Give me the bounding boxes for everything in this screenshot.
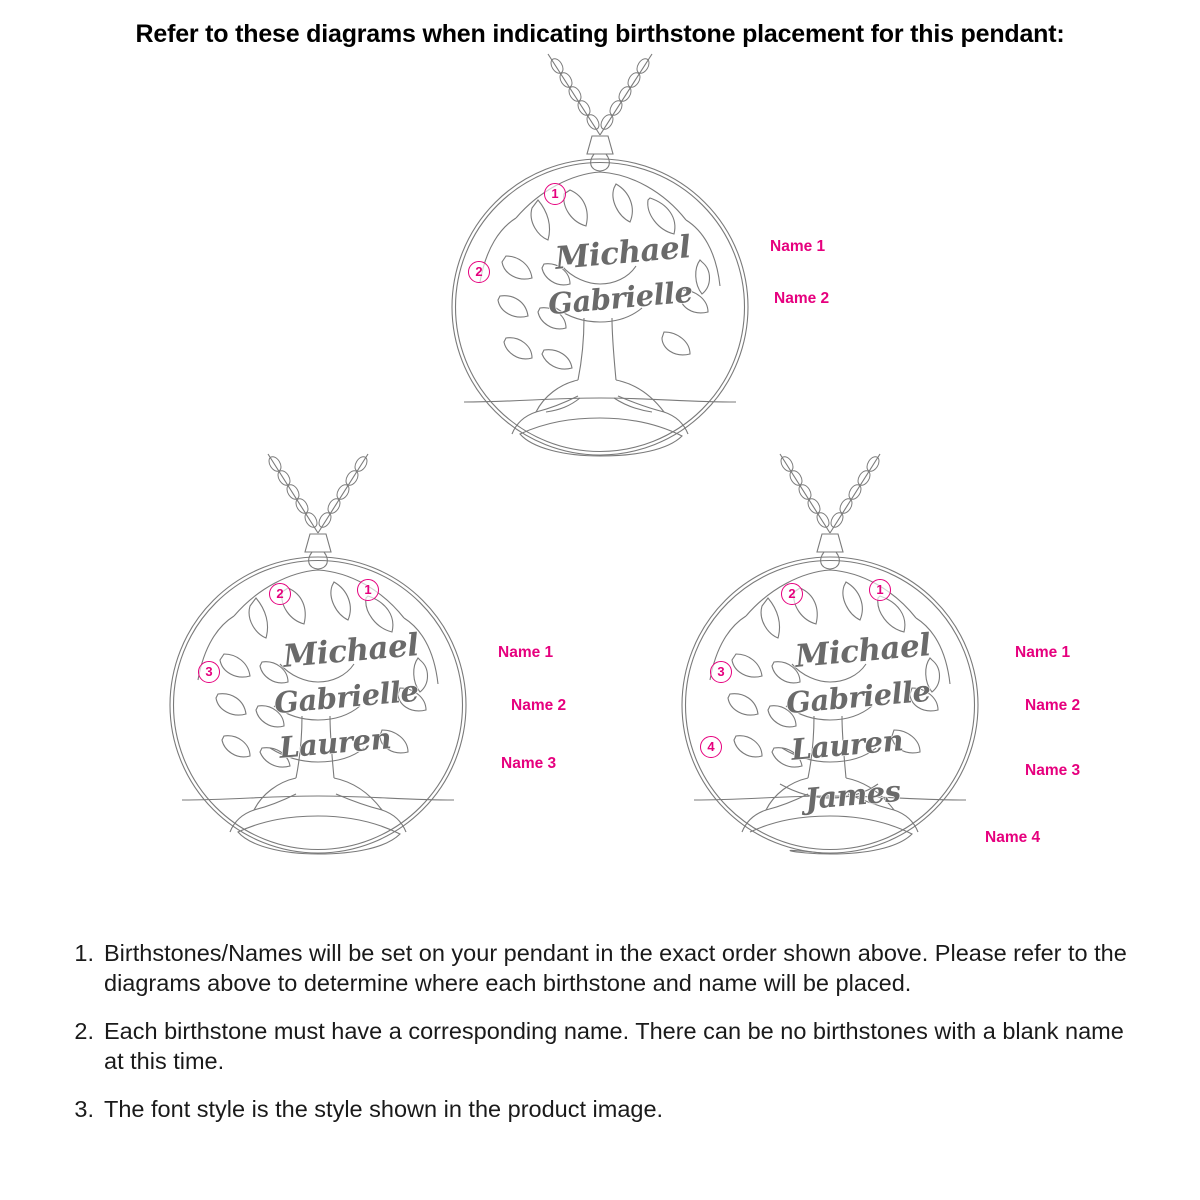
name-label-2: Name 2	[1025, 697, 1081, 714]
marker-1: 1	[869, 579, 891, 601]
instructions-list	[70, 938, 1145, 1142]
engraved-name-4: James	[803, 773, 902, 817]
marker-2: 2	[781, 583, 803, 605]
diagram-four-name-pendant	[650, 448, 1100, 898]
marker-3: 3	[710, 661, 732, 683]
name-label-1: Name 1	[498, 644, 554, 661]
engraved-name-2: Gabrielle	[784, 673, 932, 721]
name-label-1: Name 1	[1015, 644, 1071, 661]
marker-1: 1	[544, 183, 566, 205]
engraved-name-1: Michael	[553, 229, 692, 277]
engraved-name-3: Lauren	[277, 721, 393, 765]
instruction-item	[70, 938, 1145, 998]
name-label-4: Name 4	[985, 829, 1041, 846]
marker-2: 2	[269, 583, 291, 605]
instruction-text: The font style is the style shown in the product image.	[104, 1096, 664, 1122]
name-label-3: Name 3	[1025, 762, 1081, 779]
diagram-three-name-pendant	[138, 448, 588, 898]
name-label-2: Name 2	[511, 697, 567, 714]
page-title: Refer to these diagrams when indicating birthstone placement for this pendant:	[135, 20, 1065, 48]
instruction-number: 3.	[74, 1096, 94, 1122]
engraved-name-1: Michael	[281, 627, 420, 675]
marker-1: 1	[357, 579, 379, 601]
engraved-name-2: Gabrielle	[272, 673, 420, 721]
instruction-text: Each birthstone must have a corresponding name. There can be no birthstones with a blank name at this time.	[104, 1018, 1124, 1074]
engraved-name-2: Gabrielle	[546, 274, 694, 322]
diagram-two-name-pendant	[420, 50, 830, 470]
marker-3: 3	[198, 661, 220, 683]
engraved-name-1: Michael	[793, 627, 932, 675]
instruction-number: 2.	[74, 1018, 94, 1044]
engraved-name-3: Lauren	[789, 723, 905, 767]
marker-2: 2	[468, 261, 490, 283]
instruction-text: Birthstones/Names will be set on your pendant in the exact order shown above. Please refer to the diagrams above to determine where each birthstone and name will be placed.	[104, 940, 1127, 996]
instruction-item	[70, 1016, 1145, 1076]
name-label-2: Name 2	[774, 290, 830, 307]
instruction-number: 1.	[74, 940, 94, 966]
name-label-1: Name 1	[770, 238, 826, 255]
instruction-item	[70, 1094, 1145, 1124]
name-label-3: Name 3	[501, 755, 557, 772]
marker-4: 4	[700, 736, 722, 758]
